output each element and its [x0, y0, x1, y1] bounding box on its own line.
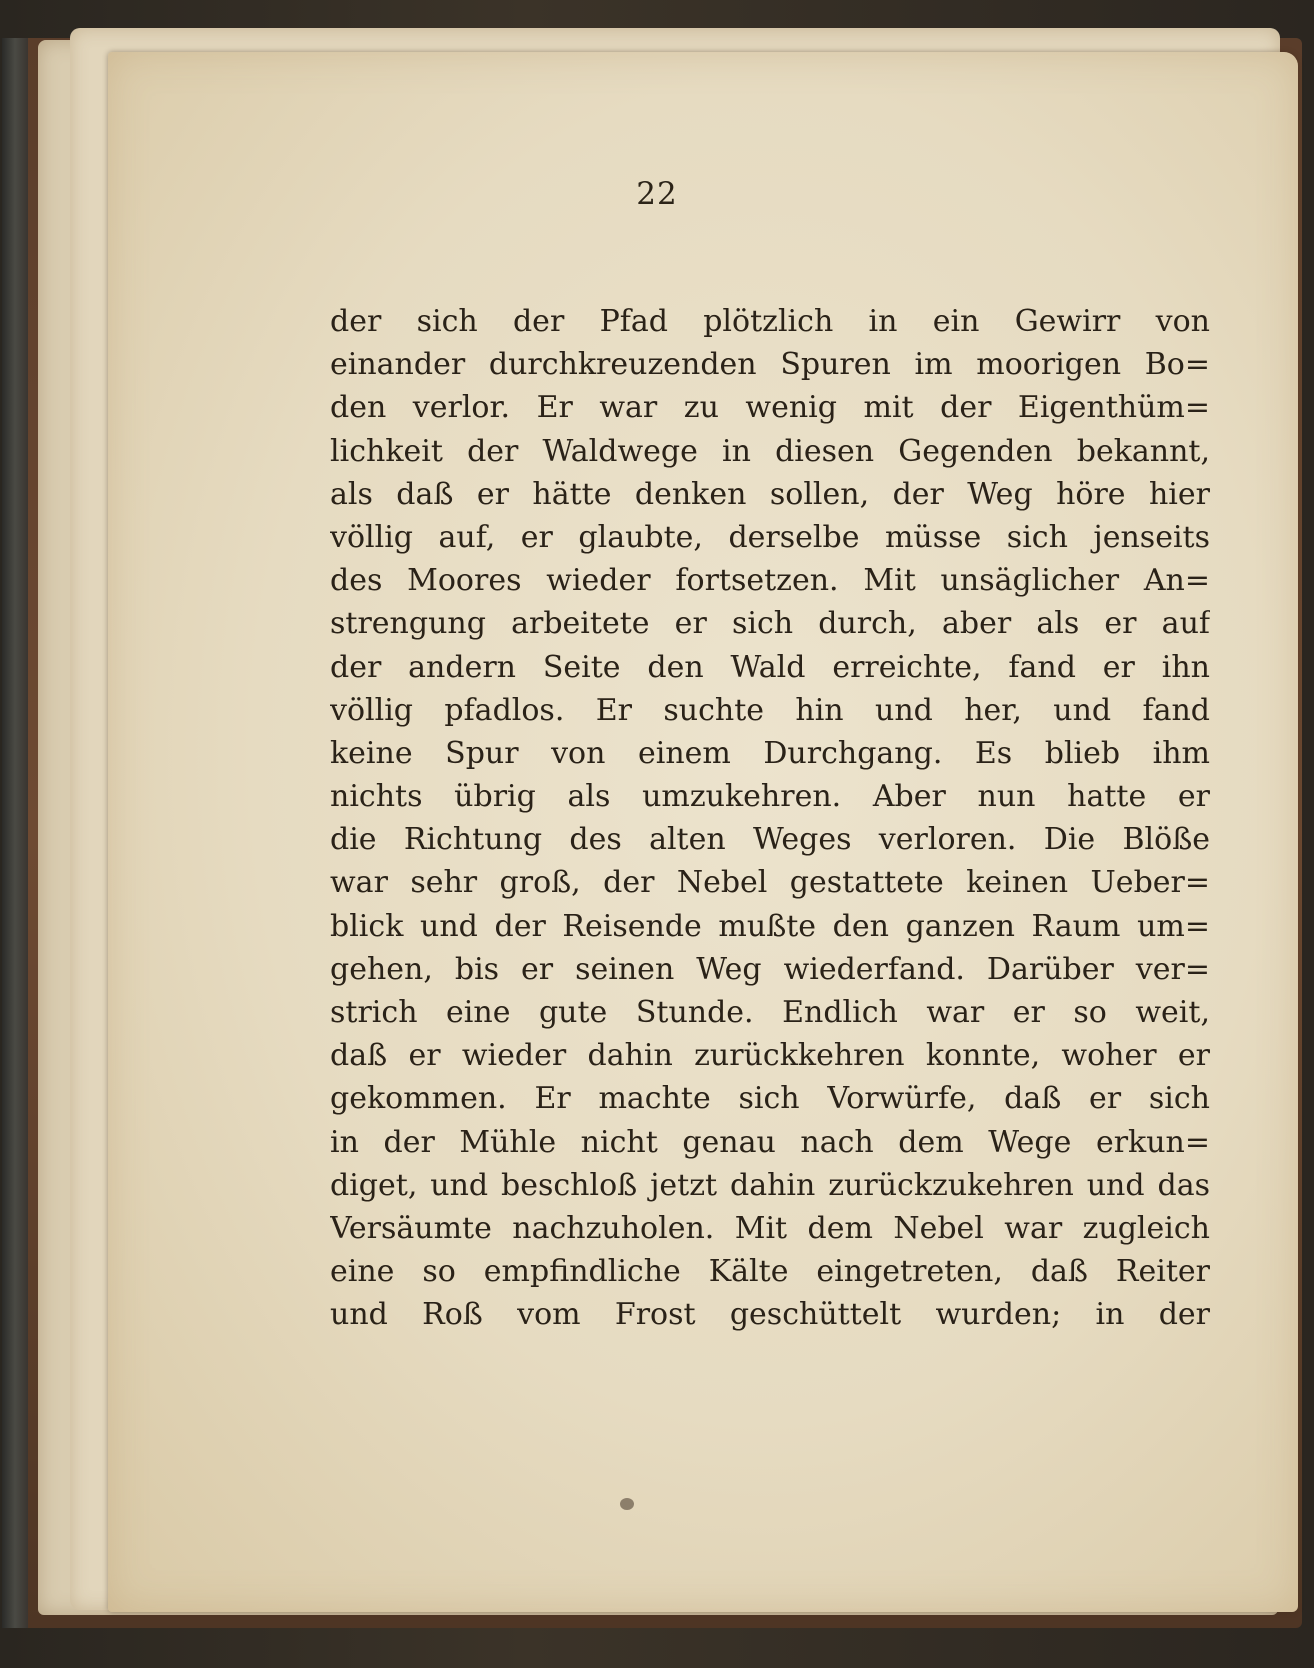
text-line: den verlor. Er war zu wenig mit der Eigenthüm=	[330, 390, 1210, 426]
text-line: strich eine gute Stunde. Endlich war er so weit,	[330, 995, 1210, 1030]
page-number: 22	[636, 176, 678, 212]
book-spine	[2, 38, 28, 1628]
text-line: völlig auf, er glaubte, derselbe müsse sich jenseits	[330, 519, 1210, 555]
text-line: völlig pfadlos. Er suchte hin und her, und fand	[330, 692, 1210, 728]
text-line: der sich der Pfad plötzlich in ein Gewirr von	[330, 304, 1210, 339]
text-line: nichts übrig als umzukehren. Aber nun hatte er	[330, 779, 1210, 815]
text-line: war sehr groß, der Nebel gestattete keinen Ueber=	[330, 865, 1210, 901]
body-text	[330, 300, 1210, 1337]
text-line: gehen, bis er seinen Weg wiederfand. Darüber ver=	[330, 951, 1210, 987]
text-line: und Roß vom Frost geschüttelt wurden; in der	[330, 1297, 1210, 1333]
text-line: als daß er hätte denken sollen, der Weg höre hier	[330, 476, 1210, 512]
text-line: Versäumte nachzuholen. Mit dem Nebel war zugleich	[330, 1210, 1210, 1246]
text-line: keine Spur von einem Durchgang. Es blieb ihm	[330, 735, 1210, 771]
text-line: des Moores wieder fortsetzen. Mit unsäglicher An=	[330, 563, 1210, 599]
text-line: blick und der Reisende mußte den ganzen Raum um=	[330, 908, 1210, 944]
text-line: einander durchkreuzenden Spuren im moorigen Bo=	[330, 347, 1210, 383]
text-line: in der Mühle nicht genau nach dem Wege erkun=	[330, 1124, 1210, 1160]
text-line: die Richtung des alten Weges verloren. Die Blöße	[330, 822, 1210, 858]
text-line: eine so empfindliche Kälte eingetreten, daß Reiter	[330, 1254, 1210, 1290]
ink-smudge	[620, 1498, 634, 1510]
text-line: lichkeit der Waldwege in diesen Gegenden bekannt,	[330, 433, 1210, 469]
text-line: daß er wieder dahin zurückkehren konnte, woher er	[330, 1038, 1210, 1074]
text-line: strengung arbeitete er sich durch, aber als er auf	[330, 606, 1210, 642]
text-line: gekommen. Er machte sich Vorwürfe, daß er sich	[330, 1081, 1210, 1117]
text-line: der andern Seite den Wald erreichte, fand er ihn	[330, 649, 1210, 685]
text-line: diget, und beschloß jetzt dahin zurückzukehren und das	[330, 1167, 1210, 1203]
